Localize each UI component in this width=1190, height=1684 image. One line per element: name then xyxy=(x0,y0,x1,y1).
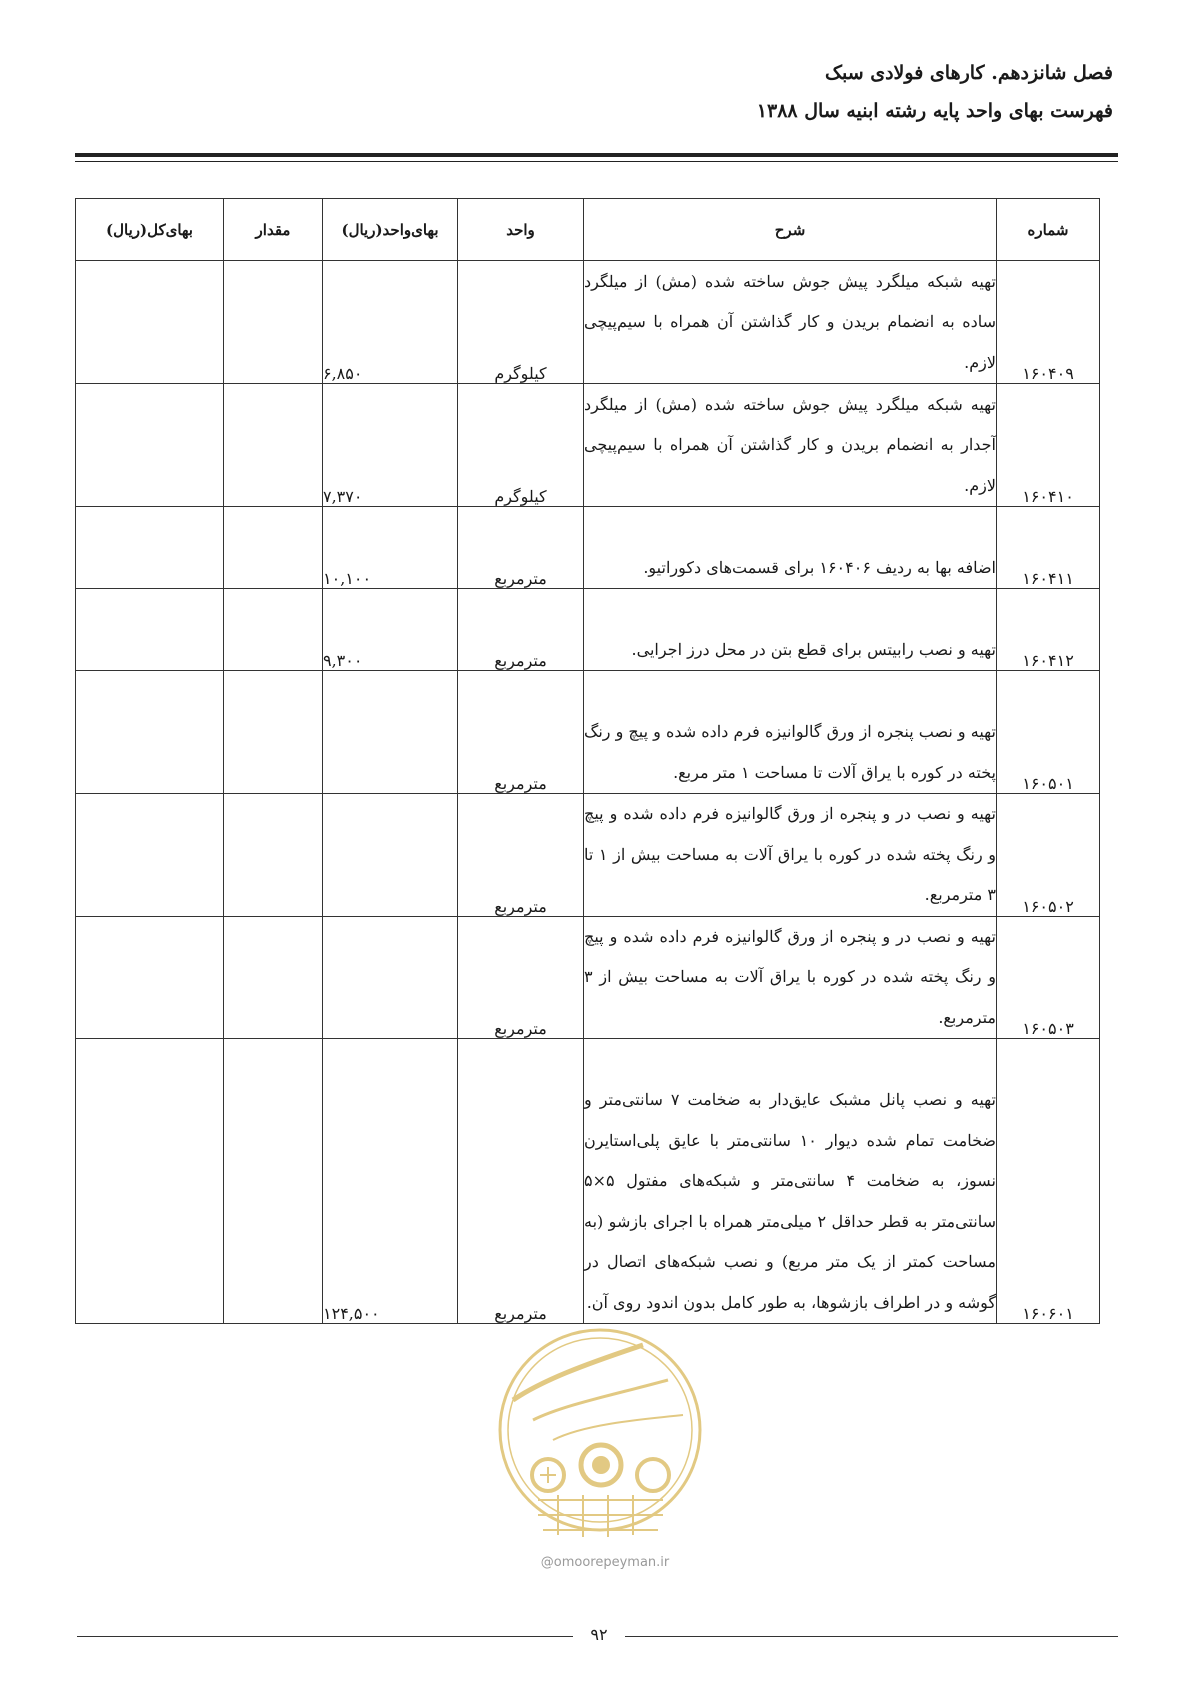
item-unit: مترمربع xyxy=(458,794,584,917)
table-row xyxy=(76,1039,1100,1324)
column-header-description: شرح xyxy=(584,199,997,261)
chapter-title: فصل شانزدهم. کارهای فولادی سبک xyxy=(824,62,1113,84)
item-unit-price: ۹,۳۰۰ xyxy=(323,589,458,671)
item-code: ۱۶۰۶۰۱ xyxy=(997,1039,1100,1324)
item-quantity xyxy=(224,507,323,589)
item-description: تهیه شبکه میلگرد پیش جوش ساخته شده (مش) از میلگرد آجدار به انضمام بریدن و کار گذاشتن آن همراه با سیم‌پیچی لازم. xyxy=(584,384,997,507)
item-unit: مترمربع xyxy=(458,916,584,1039)
item-description: اضافه بها به ردیف ۱۶۰۴۰۶ برای قسمت‌های دکوراتیو. xyxy=(584,507,997,589)
column-header-unit-price: بهای‌واحد(ریال) xyxy=(323,199,458,261)
item-code: ۱۶۰۵۰۲ xyxy=(997,794,1100,917)
table-header-row xyxy=(76,199,1100,261)
column-header-quantity: مقدار xyxy=(224,199,323,261)
omoorepeyman-seal-icon xyxy=(493,1325,708,1583)
item-total xyxy=(76,589,224,671)
item-code: ۱۶۰۵۰۳ xyxy=(997,916,1100,1039)
column-header-unit: واحد xyxy=(458,199,584,261)
item-total xyxy=(76,1039,224,1324)
item-unit-price: ۶,۸۵۰ xyxy=(323,261,458,384)
watermark-site: @omoorepeyman.ir xyxy=(540,1555,670,1570)
page-header xyxy=(73,56,1113,128)
item-description: تهیه شبکه میلگرد پیش جوش ساخته شده (مش) از میلگرد ساده به انضمام بریدن و کار گذاشتن آن همراه با سیم‌پیچی لازم. xyxy=(584,261,997,384)
table-row xyxy=(76,589,1100,671)
item-total xyxy=(76,261,224,384)
item-description: تهیه و نصب پانل مشبک عایق‌دار به ضخامت ۷ سانتی‌متر و ضخامت تمام شده دیوار ۱۰ سانتی‌متر با عایق پلی‌استایرن نسوز، به ضخامت ۴ سانتی‌متر و شبکه‌های مفتول ۵×۵ سانتی‌متر به قطر حداقل ۲ میلی‌متر همراه با اجرای بازشو (به مساحت کمتر از یک متر مربع) و نصب شبکه‌های اتصال در گوشه و در اطراف بازشوها، به طور کامل بدون اندود روی آن. xyxy=(584,1039,997,1324)
table-row xyxy=(76,916,1100,1039)
header-rule-thick xyxy=(75,153,1118,157)
footer-rule-right xyxy=(625,1636,1118,1637)
item-total xyxy=(76,507,224,589)
table-row xyxy=(76,794,1100,917)
item-code: ۱۶۰۴۱۱ xyxy=(997,507,1100,589)
item-unit: مترمربع xyxy=(458,671,584,794)
page-number: ۹۲ xyxy=(590,1625,608,1644)
item-description: تهیه و نصب در و پنجره از ورق گالوانیزه فرم داده شده و پیچ و رنگ پخته شده در کوره با یراق آلات به مساحت بیش از ۱ تا ۳ مترمربع. xyxy=(584,794,997,917)
table-row xyxy=(76,671,1100,794)
item-quantity xyxy=(224,1039,323,1324)
item-quantity xyxy=(224,261,323,384)
item-unit: مترمربع xyxy=(458,507,584,589)
item-unit-price xyxy=(323,916,458,1039)
table-row xyxy=(76,261,1100,384)
item-description: تهیه و نصب رابیتس برای قطع بتن در محل درز اجرایی. xyxy=(584,589,997,671)
footer-rule-left xyxy=(77,1636,573,1637)
document-subtitle: فهرست بهای واحد پایه رشته ابنیه سال ۱۳۸۸ xyxy=(756,100,1113,122)
item-quantity xyxy=(224,589,323,671)
item-description: تهیه و نصب پنجره از ورق گالوانیزه فرم داده شده و پیچ و رنگ پخته در کوره با یراق آلات تا مساحت ۱ متر مربع. xyxy=(584,671,997,794)
item-description: تهیه و نصب در و پنجره از ورق گالوانیزه فرم داده شده و پیچ و رنگ پخته شده در کوره با یراق آلات به مساحت بیش از ۳ مترمربع. xyxy=(584,916,997,1039)
item-total xyxy=(76,671,224,794)
item-code: ۱۶۰۴۰۹ xyxy=(997,261,1100,384)
item-quantity xyxy=(224,384,323,507)
item-unit-price: ۱۰,۱۰۰ xyxy=(323,507,458,589)
table-row xyxy=(76,384,1100,507)
column-header-code: شماره xyxy=(997,199,1100,261)
item-quantity xyxy=(224,671,323,794)
item-unit-price xyxy=(323,671,458,794)
price-list-table xyxy=(75,198,1100,1324)
item-quantity xyxy=(224,794,323,917)
item-total xyxy=(76,384,224,507)
item-code: ۱۶۰۴۱۰ xyxy=(997,384,1100,507)
item-unit: مترمربع xyxy=(458,589,584,671)
item-code: ۱۶۰۴۱۲ xyxy=(997,589,1100,671)
item-unit-price: ۱۲۴,۵۰۰ xyxy=(323,1039,458,1324)
table-row xyxy=(76,507,1100,589)
item-unit-price: ۷,۳۷۰ xyxy=(323,384,458,507)
item-total xyxy=(76,794,224,917)
item-unit-price xyxy=(323,794,458,917)
item-total xyxy=(76,916,224,1039)
item-unit: مترمربع xyxy=(458,1039,584,1324)
item-quantity xyxy=(224,916,323,1039)
item-unit: کیلوگرم xyxy=(458,384,584,507)
item-unit: کیلوگرم xyxy=(458,261,584,384)
column-header-total: بهای‌کل(ریال) xyxy=(76,199,224,261)
header-rule-thin xyxy=(75,161,1118,162)
item-code: ۱۶۰۵۰۱ xyxy=(997,671,1100,794)
